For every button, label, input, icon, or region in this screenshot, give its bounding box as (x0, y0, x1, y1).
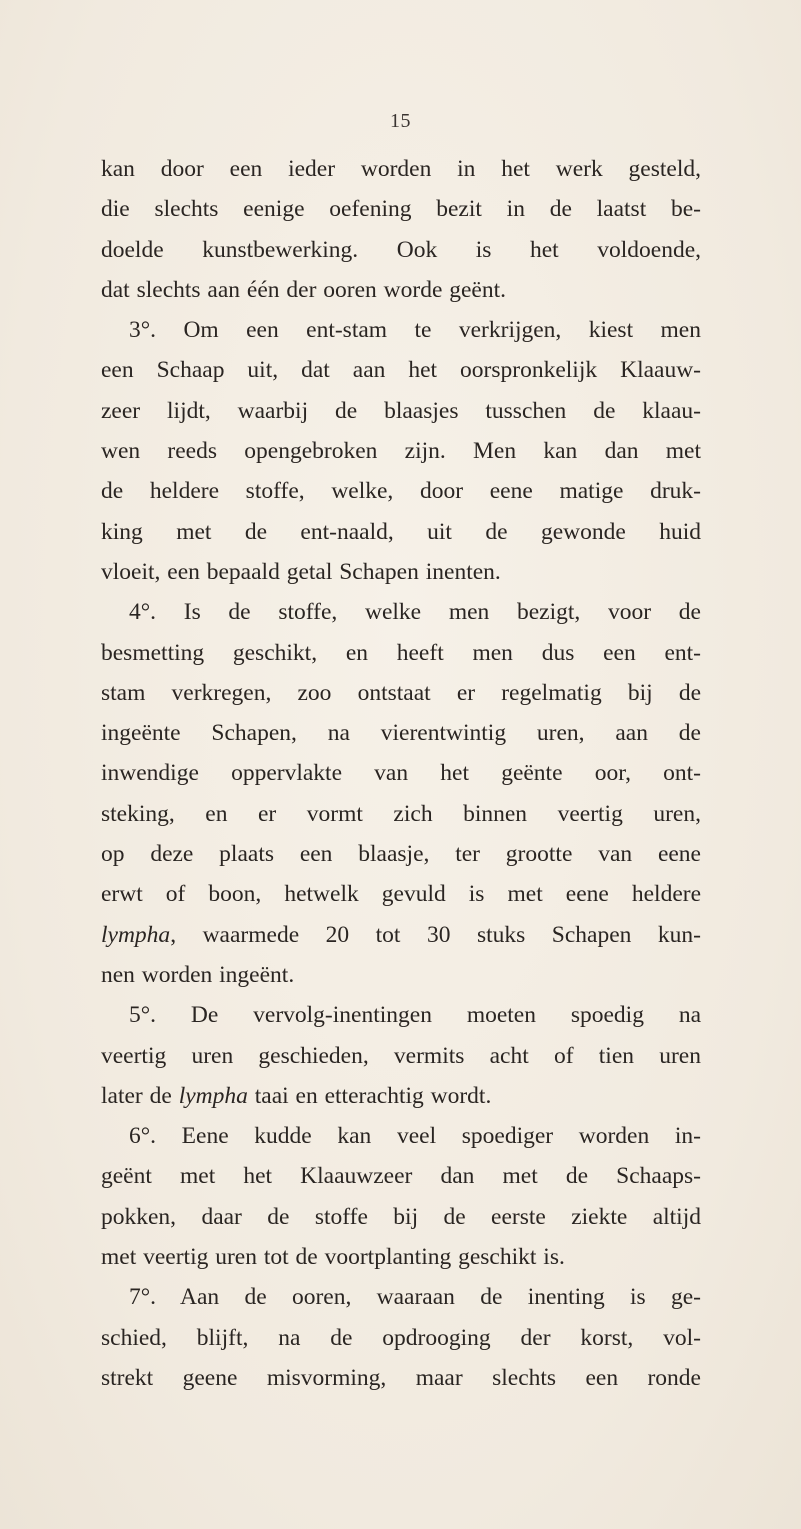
page-number: 15 (390, 110, 411, 132)
text-line: doelde kunstbewerking. Ook is het voldoende, (101, 236, 701, 263)
text-line: stam verkregen, zoo ontstaat er regelmatig bij de (101, 679, 701, 706)
text-line: de heldere stoffe, welke, door eene matige druk- (101, 478, 701, 505)
text-line: vloeit, een bepaald getal Schapen inenten. (101, 558, 501, 585)
text-line: op deze plaats een blaasje, ter grootte van eene (101, 841, 701, 868)
text-line: 7°. Aan de ooren, waaraan de inenting is ge- (129, 1284, 701, 1311)
text-line: inwendige oppervlakte van het geënte oor, ont- (101, 760, 701, 787)
text-line: kan door een ieder worden in het werk gesteld, (101, 156, 701, 182)
text-line: geënt met het Klaauwzeer dan met de Schaaps- (101, 1163, 701, 1190)
text-line: erwt of boon, hetwelk gevuld is met eene heldere (101, 881, 701, 908)
text-line: dat slechts aan één der ooren worde geënt. (101, 276, 507, 303)
text-line: wen reeds opengebroken zijn. Men kan dan met (101, 438, 701, 465)
text-segment: , waarmede 20 tot 30 stuks Schapen kun- (170, 921, 701, 948)
italic-term: lympha (101, 921, 171, 948)
text-line: besmetting geschikt, en heeft men dus een ent- (101, 639, 701, 666)
italic-term: lympha (178, 1082, 248, 1109)
text-line: ingeënte Schapen, na vierentwintig uren, aan de (101, 720, 701, 747)
text-line: 6°. Eene kudde kan veel spoediger worden in- (129, 1123, 701, 1150)
text-line (101, 915, 701, 955)
text-line (101, 1076, 701, 1116)
text-line: pokken, daar de stoffe bij de eerste ziekte altijd (101, 1203, 701, 1230)
text-line: een Schaap uit, dat aan het oorspronkelijk Klaauw- (101, 357, 701, 384)
text-line: 3°. Om een ent-stam te verkrijgen, kiest men (129, 317, 701, 344)
text-line: 5°. De vervolg-inentingen moeten spoedig na (129, 1002, 701, 1029)
text-segment: later de (101, 1082, 179, 1109)
text-line: 4°. Is de stoffe, welke men bezigt, voor de (129, 599, 701, 626)
text-line: veertig uren geschieden, vermits acht of tien uren (101, 1042, 701, 1069)
body-text (101, 149, 701, 1398)
text-segment: taai en etterachtig wordt. (247, 1082, 492, 1109)
text-line: met veertig uren tot de voortplanting geschikt is. (101, 1244, 565, 1271)
text-line: nen worden ingeënt. (101, 961, 295, 988)
text-line: zeer lijdt, waarbij de blaasjes tusschen de klaau- (101, 397, 701, 424)
text-line: king met de ent-naald, uit de gewonde huid (101, 518, 701, 545)
text-line: steking, en er vormt zich binnen veertig uren, (101, 800, 701, 827)
text-line: die slechts eenige oefening bezit in de laatst be- (101, 196, 701, 223)
text-line: schied, blijft, na de opdrooging der korst, vol- (101, 1324, 701, 1351)
text-line: strekt geene misvorming, maar slechts een ronde (101, 1364, 701, 1391)
